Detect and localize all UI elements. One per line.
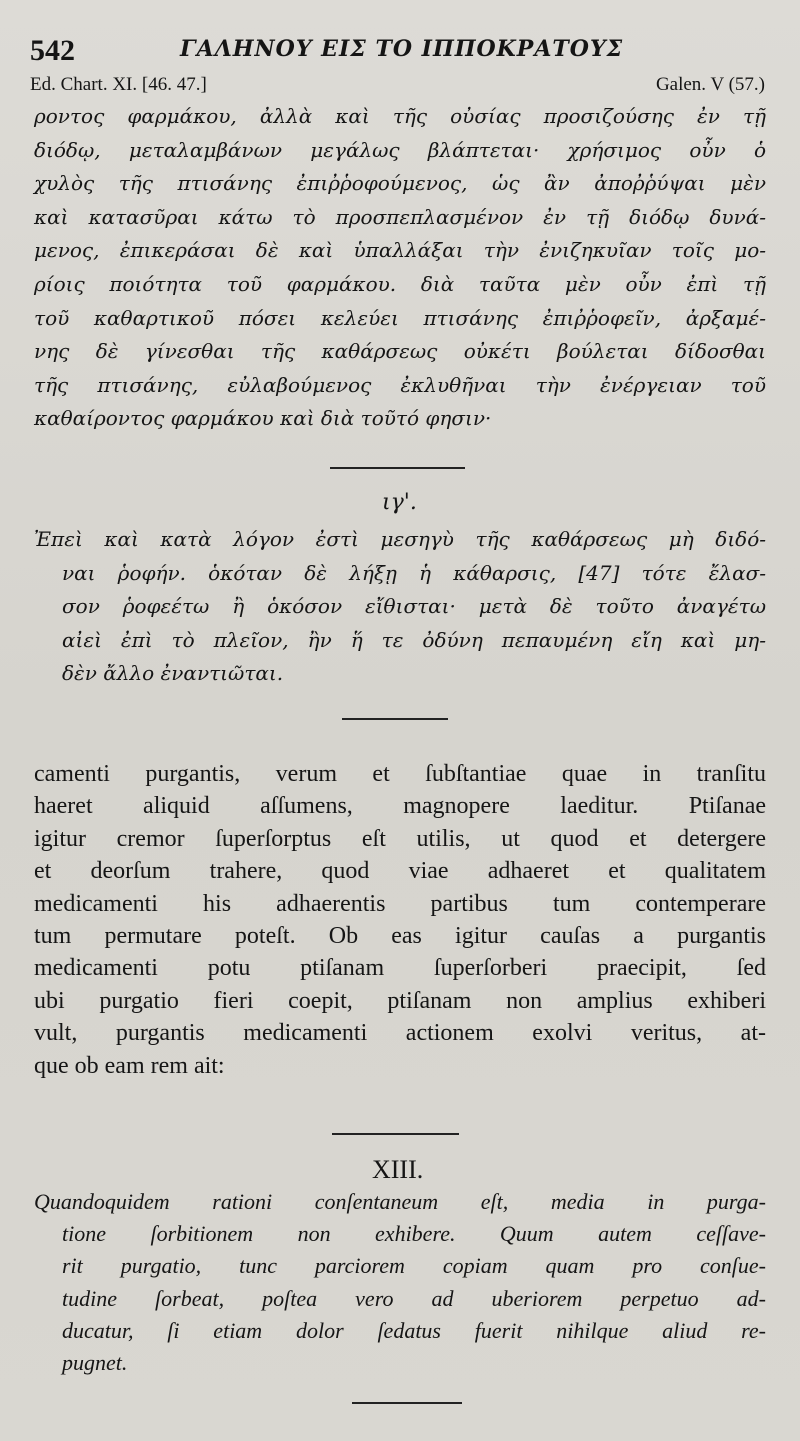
text-line: medicamenti potu ptiſanam ſuperſorberi praecipit, ſed bbox=[34, 955, 766, 982]
text-line: τοῦ καθαρτικοῦ πόσει κελεύει πτισάνης ἐπιῤῥοφεῖν, ἀρξαμέ- bbox=[34, 305, 766, 330]
text-line: ροντος φαρμάκου, ἀλλὰ καὶ τῆς οὐσίας προσιζούσης ἐν τῇ bbox=[34, 104, 766, 128]
greek-commentary bbox=[34, 100, 766, 436]
text-line: καθαίροντος φαρμάκου καὶ διὰ τοῦτό φησιν· bbox=[34, 406, 492, 431]
latin-section-number: XIII. bbox=[372, 1155, 424, 1184]
text-line: ναι ῥοφήν. ὁκόταν δὲ λήξῃ ἡ κάθαρσις, [47] τότε ἔλασ- bbox=[62, 560, 766, 585]
section-divider bbox=[342, 718, 448, 720]
text-line: medicamenti his adhaerentis partibus tum contemperare bbox=[34, 890, 766, 917]
edition-reference bbox=[30, 74, 765, 98]
greek-aphorism bbox=[34, 523, 766, 691]
text-line: ubi purgatio fieri coepit, ptiſanam non amplius exhiberi bbox=[34, 987, 766, 1014]
section-divider bbox=[352, 1402, 462, 1404]
text-line: vult, purgantis medicamenti actionem exolvi veritus, at- bbox=[34, 1020, 766, 1047]
latin-commentary bbox=[34, 758, 766, 1082]
section-divider bbox=[330, 467, 465, 469]
page-header bbox=[30, 28, 770, 68]
running-title: ΓΑΛΗΝΟΥ ΕΙΣ ΤΟ ΙΠΠΟΚΡΑΤΟΥΣ bbox=[180, 36, 624, 62]
text-line: Quandoquidem rationi conſentaneum eſt, media in purga- bbox=[34, 1189, 766, 1214]
latin-aphorism bbox=[34, 1186, 766, 1379]
text-line: tione ſorbitionem non exhibere. Quum autem ceſſave- bbox=[62, 1221, 766, 1247]
text-line: tum permutare poteſt. Ob eas igitur cauſas a purgantis bbox=[34, 923, 766, 950]
text-line: αἰεὶ ἐπὶ τὸ πλεῖον, ἢν ἥ τε ὀδύνη πεπαυμένη εἴη καὶ μη- bbox=[62, 627, 766, 652]
text-line: camenti purgantis, verum et ſubſtantiae quae in tranſitu bbox=[34, 761, 766, 787]
text-line: pugnet. bbox=[62, 1350, 128, 1376]
text-line: τῆς πτισάνης, εὐλαβούμενος ἐκλυθῆναι τὴν ἐνέργειαν τοῦ bbox=[34, 372, 766, 397]
section-divider bbox=[332, 1133, 459, 1135]
text-line: Ἐπεὶ καὶ κατὰ λόγον ἐστὶ μεσηγὺ τῆς καθάρσεως μὴ διδό- bbox=[34, 527, 766, 551]
text-line: tudine ſorbeat, poſtea vero ad uberiorem perpetuo ad- bbox=[62, 1285, 766, 1311]
text-line: μενος, ἐπικεράσαι δὲ καὶ ὑπαλλάξαι τὴν ἐνιζηκυῖαν τοῖς μο- bbox=[34, 238, 766, 263]
text-line: ducatur, ſi etiam dolor ſedatus fuerit nihilque aliud re- bbox=[62, 1317, 766, 1343]
page-number: 542 bbox=[30, 34, 75, 67]
text-line: haeret aliquid aſſumens, magnopere laeditur. Ptiſanae bbox=[34, 793, 766, 820]
text-line: igitur cremor ſuperſorptus eſt utilis, ut quod et detergere bbox=[34, 825, 766, 852]
text-line: χυλὸς τῆς πτισάνης ἐπιῤῥοφούμενος, ὡς ἂν ἀποῤῥύψαι μὲν bbox=[34, 171, 766, 196]
chartier-reference: Ed. Chart. XI. [46. 47.] bbox=[30, 74, 207, 95]
text-line: διόδῳ, μεταλαμβάνων μεγάλως βλάπτεται· χρήσιμος οὖν ὁ bbox=[34, 137, 766, 162]
text-line: σον ῥοφεέτω ἢ ὁκόσον εἴθισται· μετὰ δὲ τοῦτο ἀναγέτω bbox=[62, 594, 766, 619]
text-line: ρίοις ποιότητα τοῦ φαρμάκου. διὰ ταῦτα μὲν οὖν ἐπὶ τῇ bbox=[34, 271, 766, 296]
text-line: et deorſum trahere, quod viae adhaeret et qualitatem bbox=[34, 858, 766, 885]
text-line: καὶ κατασῦραι κάτω τὸ προσπεπλασμένον ἐν τῇ διόδῳ δυνά- bbox=[34, 204, 766, 229]
kuhn-reference: Galen. V (57.) bbox=[655, 74, 765, 95]
text-line: νης δὲ γίνεσθαι τῆς καθάρσεως οὐκέτι βούλεται δίδοσθαι bbox=[34, 339, 766, 364]
text-line: δὲν ἄλλο ἐναντιῶται. bbox=[62, 661, 284, 686]
text-line: rit purgatio, tunc parciorem copiam quam pro conſue- bbox=[62, 1253, 766, 1279]
text-line: que ob eam rem ait: bbox=[34, 1052, 225, 1079]
greek-section-number: ιγ'. bbox=[382, 490, 417, 515]
